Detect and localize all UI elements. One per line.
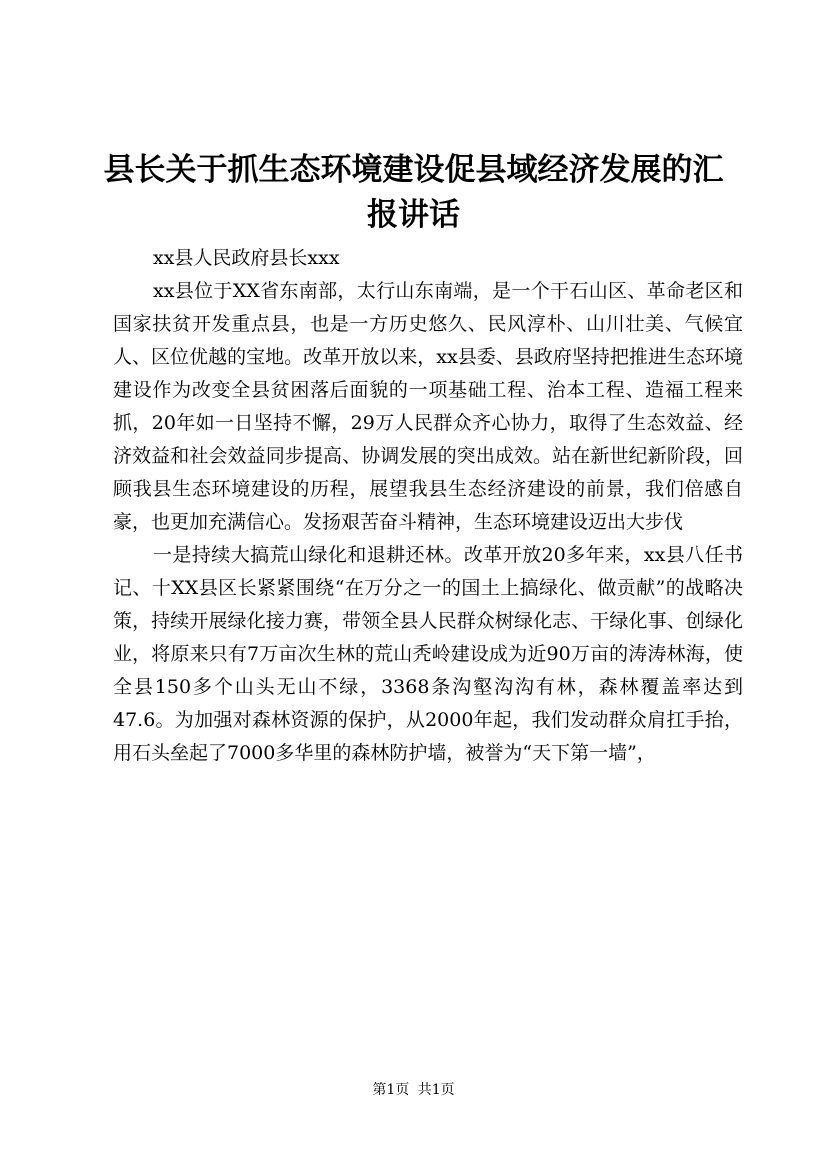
page-number: 第1页: [372, 1082, 410, 1098]
page-total: 共1页: [417, 1082, 455, 1098]
document-body: [113, 242, 743, 770]
document-title: [80, 148, 747, 238]
page-footer: [0, 1080, 827, 1100]
title-line-1: 县长关于抓生态环境建设促县域经济发展的汇: [103, 152, 724, 188]
author-line: xx县人民政府县长xxx: [153, 247, 340, 269]
title-line-2: 报讲话: [367, 197, 460, 233]
paragraph-afforestation: 一是持续大搞荒山绿化和退耕还林。改革开放20多年来，xx县八任书记、十XX县区长紧紧围绕“在万分之一的国土上搞绿化、做贡献”的战略决策，持续开展绿化接力赛，带领全县人民群众树绿化志、干绿化事、创绿化业，将原来只有7万亩次生林的荒山秃岭建设成为近90万亩的涛涛林海，使全县150多个山头无山不绿，3368条沟壑沟沟有林，森林覆盖率达到47.6。为加强对森林资源的保护，从2000年起，我们发动群众肩扛手抬，用石头垒起了7000多华里的森林防护墙，被誉为“天下第一墙”，: [113, 544, 743, 764]
paragraph-intro: xx县位于XX省东南部，太行山东南端，是一个干石山区、革命老区和国家扶贫开发重点县，也是一方历史悠久、民风淳朴、山川壮美、气候宜人、区位优越的宝地。改革开放以来，xx县委、县政府坚持把推进生态环境建设作为改变全县贫困落后面貌的一项基础工程、治本工程、造福工程来抓，20年如一日坚持不懈，29万人民群众齐心协力，取得了生态效益、经济效益和社会效益同步提高、协调发展的突出成效。站在新世纪新阶段，回顾我县生态环境建设的历程，展望我县生态经济建设的前景，我们倍感自豪，也更加充满信心。发扬艰苦奋斗精神，生态环境建设迈出大步伐: [113, 280, 743, 533]
